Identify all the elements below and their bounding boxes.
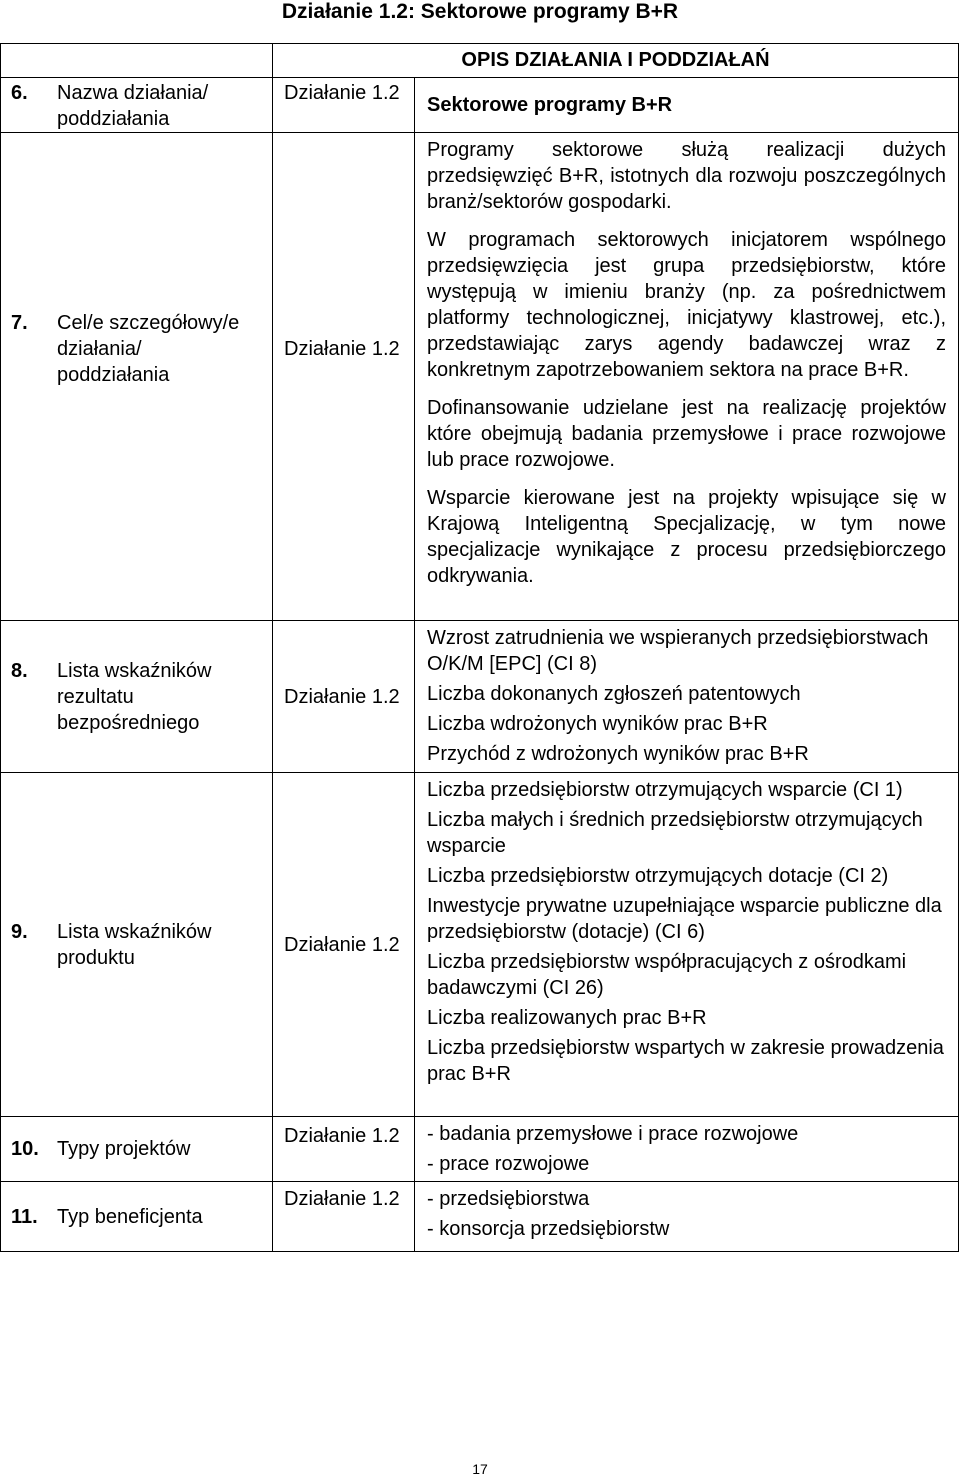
content-item: W programach sektorowych inicjatorem wspólnego przedsięwzięcia jest grupa przedsiębiorstw, które występują w imieniu branży (np. za pośrednictwem platformy technologicznej, inicjatywy klastrowej, etc.), przedstawiając zarys agendy badawczej wraz z konkretnym zapotrzebowaniem sektora na prace B+R. <box>427 229 946 381</box>
row-content <box>415 133 959 621</box>
row-content <box>415 621 959 773</box>
document-title: Działanie 1.2: Sektorowe programy B+R <box>281 0 679 23</box>
content-item: Programy sektorowe służą realizacji dużych przedsięwzięć B+R, istotnych dla rozwoju poszczególnych branż/sektorów gospodarki. <box>427 139 946 213</box>
row-content <box>415 1182 959 1252</box>
content-item: - przedsiębiorstwa <box>427 1188 590 1210</box>
table-row <box>1 621 959 773</box>
row-number: 11. <box>11 1205 38 1228</box>
content-item: - prace rozwojowe <box>427 1153 590 1175</box>
action-description-table <box>0 43 959 1252</box>
table-header: OPIS DZIAŁANIA I PODDZIAŁAŃ <box>273 44 959 78</box>
content-item: Dofinansowanie udzielane jest na realizację projektów które obejmują badania przemysłowe i prace rozwojowe lub prace rozwojowe. <box>427 397 946 471</box>
row-action: Działanie 1.2 <box>273 773 415 1117</box>
row-label: Cel/e szczegółowy/e działania/ poddziałania <box>57 311 240 386</box>
row-content <box>415 773 959 1117</box>
row-label: Typ beneficjenta <box>57 1205 203 1228</box>
header-spacer <box>1 44 273 78</box>
row-number: 9. <box>11 920 28 943</box>
row-label-cell <box>1 133 273 621</box>
table-header-row <box>1 44 959 78</box>
row-action: Działanie 1.2 <box>273 1117 415 1182</box>
row-action: Działanie 1.2 <box>273 621 415 773</box>
row-action: Działanie 1.2 <box>273 133 415 621</box>
content-item: Przychód z wdrożonych wyników prac B+R <box>427 743 809 765</box>
row-label-cell <box>1 773 273 1117</box>
content-item: - konsorcja przedsiębiorstw <box>427 1218 670 1240</box>
page-number: 17 <box>472 1461 488 1477</box>
table-row <box>1 1117 959 1182</box>
content-item: Liczba przedsiębiorstw wspartych w zakresie prowadzenia prac B+R <box>427 1037 944 1085</box>
content-item: Liczba realizowanych prac B+R <box>427 1007 707 1029</box>
row-number: 10. <box>11 1138 39 1160</box>
row-label-cell <box>1 78 273 133</box>
row-label: Lista wskaźników rezultatu bezpośredniego <box>57 659 212 734</box>
content-item: Liczba wdrożonych wyników prac B+R <box>427 713 768 735</box>
table-row <box>1 1182 959 1252</box>
content-item: Liczba przedsiębiorstw współpracujących z ośrodkami badawczymi (CI 26) <box>427 951 907 999</box>
row-action: Działanie 1.2 <box>273 78 415 133</box>
row-content <box>415 1117 959 1182</box>
row-label: Lista wskaźników produktu <box>57 920 212 969</box>
content-item: Liczba przedsiębiorstw otrzymujących dotacje (CI 2) <box>427 865 889 887</box>
content-item: Wzrost zatrudnienia we wspieranych przedsiębiorstwach O/K/M [EPC] (CI 8) <box>427 627 929 675</box>
content-item: Liczba małych i średnich przedsiębiorstw otrzymujących wsparcie <box>427 809 923 857</box>
content-item: - badania przemysłowe i prace rozwojowe <box>427 1123 799 1145</box>
content-item: Wsparcie kierowane jest na projekty wpisujące się w Krajową Inteligentną Specjalizację, w tym nowe specjalizacje wynikające z procesu przedsiębiorczego odkrywania. <box>427 487 946 587</box>
row-label-cell <box>1 621 273 773</box>
content-item: Liczba przedsiębiorstw otrzymujących wsparcie (CI 1) <box>427 779 903 801</box>
table-row <box>1 78 959 133</box>
row-number: 7. <box>11 311 28 334</box>
row-label: Typy projektów <box>57 1138 191 1160</box>
content-item: Inwestycje prywatne uzupełniające wsparcie publiczne dla przedsiębiorstw (dotacje) (CI 6) <box>427 895 942 943</box>
table-row <box>1 133 959 621</box>
row-label-cell <box>1 1182 273 1252</box>
row-action: Działanie 1.2 <box>273 1182 415 1252</box>
table-row <box>1 773 959 1117</box>
content-item: Sektorowe programy B+R <box>427 94 673 116</box>
row-label: Nazwa działania/ poddziałania <box>57 82 209 130</box>
content-item: Liczba dokonanych zgłoszeń patentowych <box>427 683 801 705</box>
row-label-cell <box>1 1117 273 1182</box>
row-number: 6. <box>11 82 28 104</box>
row-content <box>415 78 959 133</box>
row-number: 8. <box>11 659 28 682</box>
